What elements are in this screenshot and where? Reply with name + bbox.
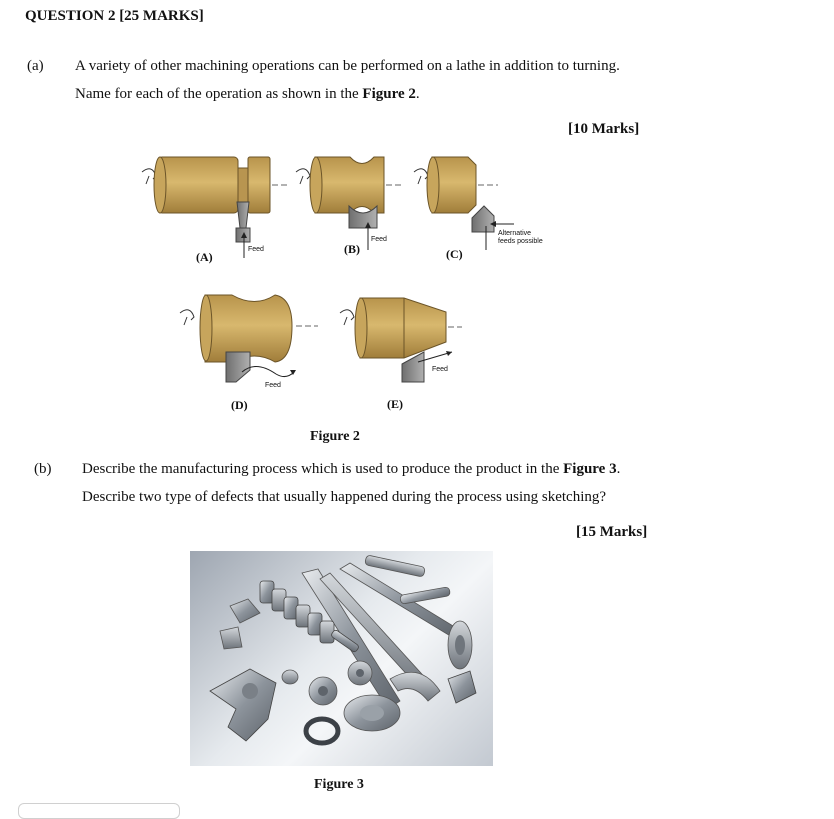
- figure2-label-c: (C): [446, 247, 463, 261]
- operation-d: [180, 295, 318, 382]
- alt-feed-label-2: feeds possible: [498, 238, 543, 245]
- figure2-reference: Figure 2: [362, 86, 416, 102]
- part-a-label: (a): [27, 58, 44, 74]
- part-a-line2-end: .: [415, 86, 420, 102]
- figure3-photo: [190, 551, 493, 766]
- bottom-panel-edge: [18, 803, 180, 819]
- forged-parts-image: [190, 551, 493, 766]
- feed-label-d: Feed: [265, 382, 281, 389]
- operation-a: [142, 157, 290, 258]
- figure2-label-d: (D): [231, 398, 248, 412]
- figure2-label-e: (E): [387, 397, 403, 411]
- figure3-caption: Figure 3: [314, 777, 364, 792]
- part-b-line1: [82, 461, 620, 478]
- part-b-line1-text: Describe the manufacturing process which is used to produce the product in the: [82, 461, 564, 477]
- part-b-label: (b): [34, 461, 52, 477]
- figure2-label-a: (A): [196, 250, 213, 264]
- part-a-line1: A variety of other machining operations can be performed on a lathe in addition to turning.: [75, 58, 620, 74]
- figure3-reference: Figure 3: [563, 461, 617, 477]
- feed-label-b: Feed: [371, 236, 387, 243]
- tool-b: [349, 206, 377, 228]
- part-a-line2-text: Name for each of the operation as shown in the: [75, 86, 363, 102]
- figure2-caption: Figure 2: [310, 429, 360, 444]
- feed-label-e: Feed: [432, 366, 448, 373]
- alt-feed-label-1: Alternative: [498, 230, 532, 237]
- tool-a: [237, 202, 249, 228]
- part-b-line2: Describe two type of defects that usually happened during the process using sketching?: [82, 489, 607, 505]
- part-b-line1-end: .: [616, 461, 621, 477]
- figure2-label-b: (B): [344, 242, 360, 256]
- part-a-marks: [10 Marks]: [568, 121, 640, 137]
- tool-c: [472, 206, 494, 232]
- part-b-marks: [15 Marks]: [576, 524, 648, 540]
- tool-d: [226, 352, 250, 382]
- feed-label-a: Feed: [248, 246, 264, 253]
- question-title: QUESTION 2 [25 MARKS]: [25, 8, 204, 24]
